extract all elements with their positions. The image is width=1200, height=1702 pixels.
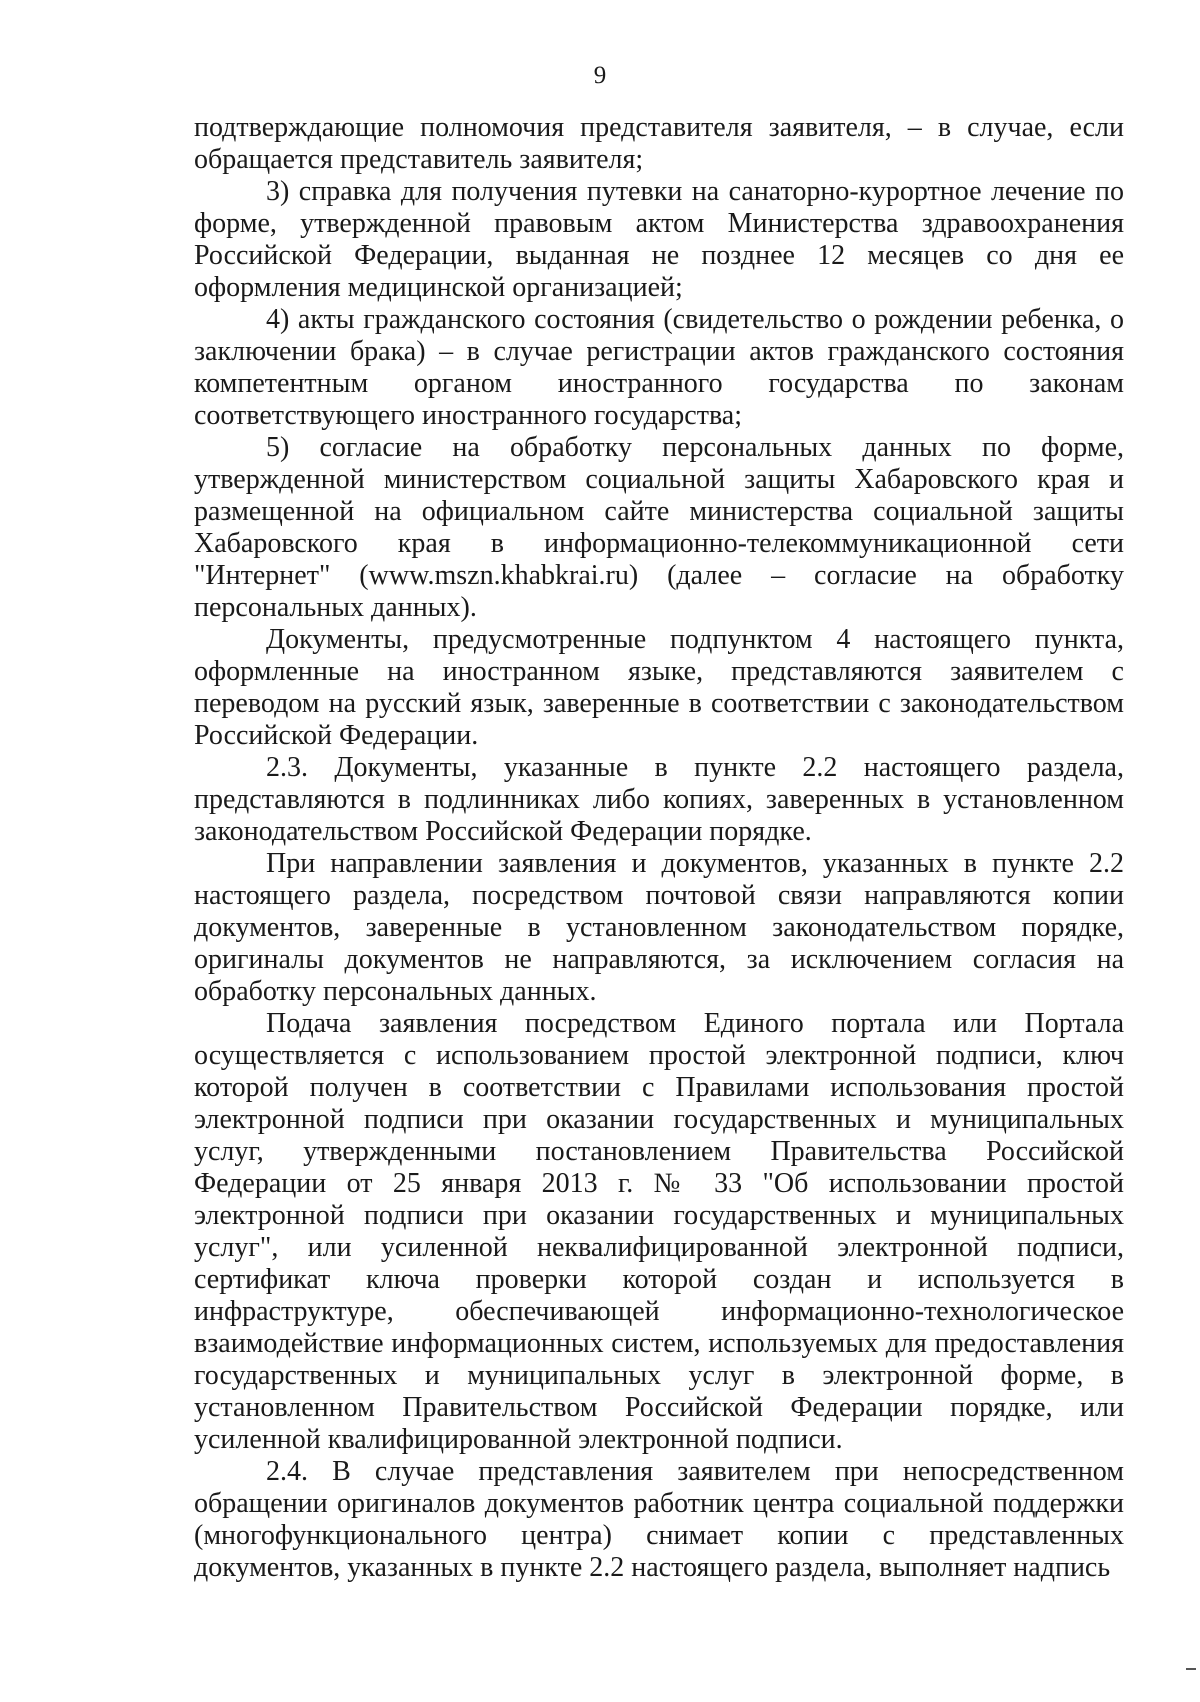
paragraph-postal-submission: При направлении заявления и документов, указанных в пункте 2.2 настоящего раздела, посредством почтовой связи направляются копии документов, заверенные в установленном законодательством порядке, оригиналы документов не направляются, за исключением согласия на обработку персональных данных.	[194, 848, 1124, 1007]
paragraph-item-3: 3) справка для получения путевки на санаторно-курортное лечение по форме, утвержденной правовым актом Министерства здравоохранения Российской Федерации, выданная не позднее 12 месяцев со дня ее оформления медицинской организацией;	[194, 176, 1124, 303]
document-body	[194, 112, 1124, 1584]
paragraph-section-2-4: 2.4. В случае представления заявителем при непосредственном обращении оригиналов документов работник центра социальной поддержки (многофункционального центра) снимает копии с представленных документов, указанных в пункте 2.2 настоящего раздела, выполняет надпись	[194, 1456, 1124, 1583]
paragraph-continuation: подтверждающие полномочия представителя заявителя, – в случае, если обращается представитель заявителя;	[194, 112, 1124, 175]
page-number: 9	[593, 62, 607, 89]
paragraph-electronic-signature: Подача заявления посредством Единого портала или Портала осуществляется с использованием простой электронной подписи, ключ которой получен в соответствии с Правилами использования простой электронной подписи при оказании государственных и муниципальных услуг, утвержденными постановлением Правительства Российской Федерации от 25 января 2013 г. № 33 "Об использовании простой электронной подписи при оказании государственных и муниципальных услуг", или усиленной неквалифицированной электронной подписи, сертификат ключа проверки которой создан и используется в инфраструктуре, обеспечивающей информационно-технологическое взаимодействие информационных систем, используемых для предоставления государственных и муниципальных услуг в электронной форме, в установленном Правительством Российской Федерации порядке, или усиленной квалифицированной электронной подписи.	[194, 1008, 1124, 1455]
paragraph-item-4: 4) акты гражданского состояния (свидетельство о рождении ребенка, о заключении брака) – в случае регистрации актов гражданского состояния компетентным органом иностранного государства по законам соответствующего иностранного государства;	[194, 304, 1124, 431]
paragraph-section-2-3: 2.3. Документы, указанные в пункте 2.2 настоящего раздела, представляются в подлинниках либо копиях, заверенных в установленном законодательством Российской Федерации порядке.	[194, 752, 1124, 847]
paragraph-foreign-documents: Документы, предусмотренные подпунктом 4 настоящего пункта, оформленные на иностранном языке, представляются заявителем с переводом на русский язык, заверенные в соответствии с законодательством Российской Федерации.	[194, 624, 1124, 751]
paragraph-item-5: 5) согласие на обработку персональных данных по форме, утвержденной министерством социальной защиты Хабаровского края и размещенной на официальном сайте министерства социальной защиты Хабаровского края в информационно-телекоммуникационной сети "Интернет" (www.mszn.khabkrai.ru) (далее – согласие на обработку персональных данных).	[194, 432, 1124, 623]
scan-edge-mark	[1186, 1668, 1196, 1670]
